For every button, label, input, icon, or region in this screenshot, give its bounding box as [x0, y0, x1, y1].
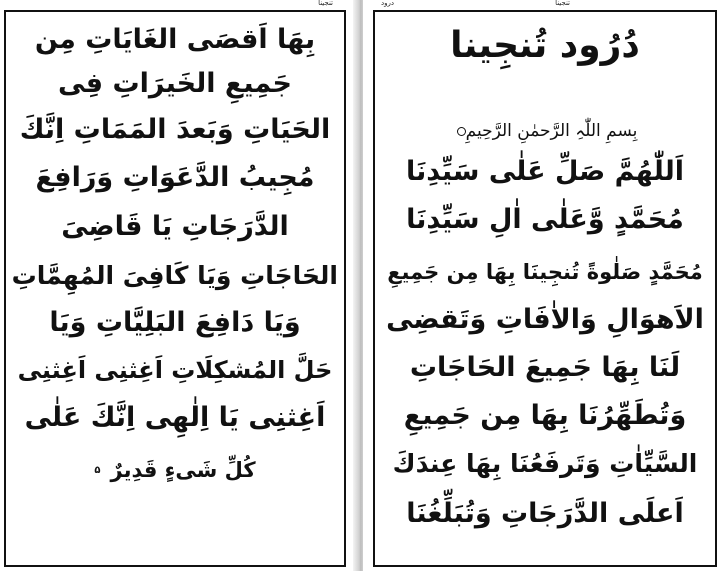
left-line-1: بِهَا اَقصَی الغَایَاتِ مِن	[34, 24, 316, 55]
right-page-frame	[373, 10, 717, 567]
right-header-left: درود	[381, 0, 394, 7]
left-line-10-text: كُلِّ شَیءٍ قَدِیرٌ	[110, 458, 256, 482]
left-page	[0, 0, 357, 571]
right-line-5: لَنَا بِهَا جَمِیعَ الحَاجَاتِ	[409, 352, 681, 383]
left-page-header	[0, 0, 357, 9]
left-line-10	[12, 452, 338, 488]
right-line-4: الاَهوَالِ وَالاٰفَاتِ وَتَقضِی	[386, 304, 704, 335]
left-line-8: حَلَّ المُشكِلَاتِ اَغِثنِی اَغِثنِی	[17, 356, 333, 384]
left-line-9: اَغِثنِی یَا اِلٰهِی اِنَّكَ عَلٰی	[24, 402, 326, 433]
right-line-8: اَعلَی الدَّرَجَاتِ وَتُبَلِّغُنَا	[406, 498, 684, 529]
right-page-header	[363, 0, 720, 9]
left-line-5: الدَّرَجَاتِ یَا قَاضِیَ	[61, 211, 289, 242]
right-line-6: وَتُطَهِّرُنَا بِهَا مِن جَمِیعِ	[403, 400, 687, 431]
basmala-line	[381, 116, 709, 146]
left-line-6: الحَاجَاتِ وَیَا كَافِیَ المُهِمَّاتِ	[11, 261, 338, 290]
left-header-title: تنجینا	[318, 0, 333, 7]
right-line-7: السَّیِّاٰتِ وَتَرفَعُنَا بِهَا عِندَكَ	[392, 449, 698, 478]
page-title: دُرُود تُنجِینا	[450, 25, 640, 66]
circle-mark-icon	[457, 127, 466, 136]
left-line-7: وَیَا دَافِعَ البَلِیَّاتِ وَیَا	[49, 307, 301, 338]
left-line-3: الحَیَاتِ وَبَعدَ المَمَاتِ اِنَّكَ	[19, 114, 331, 145]
ayah-end-mark: ۵	[94, 465, 101, 476]
right-header-right: تنجینا	[555, 0, 570, 7]
right-line-2: مُحَمَّدٍ وَّعَلٰی اٰلِ سَیِّدِنَا	[406, 204, 684, 235]
left-line-4: مُجِیبُ الدَّعَوَاتِ وَرَافِعَ	[35, 162, 315, 193]
left-page-frame	[4, 10, 346, 567]
right-line-1: اَللّٰھُمَّ صَلِّ عَلٰی سَیِّدِنَا	[405, 156, 685, 187]
basmala: بِسمِ اللّٰہِ الرَّحمٰنِ الرَّحِیمِ	[465, 121, 638, 141]
left-line-2: جَمِیعِ الخَیرَاتِ فِی	[58, 68, 292, 99]
right-line-3: مُحَمَّدٍ صَلٰوةً تُنجِینَا بِهَا مِن جَمِیعِ	[387, 260, 703, 284]
right-page	[363, 0, 720, 571]
